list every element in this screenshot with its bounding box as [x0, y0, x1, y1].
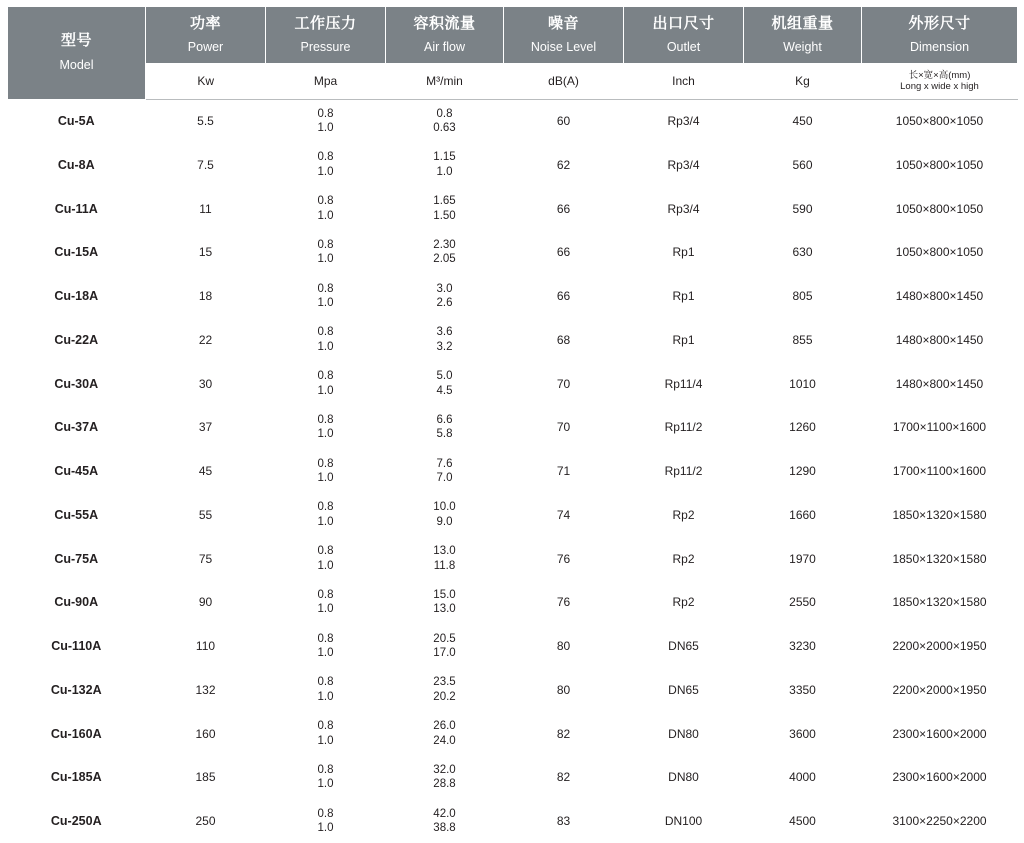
table-row: [8, 187, 1018, 231]
airflow-value: 1.0: [436, 165, 453, 178]
table-row: [8, 668, 1018, 712]
cell-weight: 1970: [744, 537, 862, 581]
airflow-value: 38.8: [433, 822, 456, 835]
airflow-value: 2.30: [433, 238, 456, 251]
pressure-value: 0.8: [317, 720, 334, 733]
pressure-value: 0.8: [317, 763, 334, 776]
cell-dimension: 1480×800×1450: [862, 318, 1018, 362]
pressure-value: 0.8: [317, 370, 334, 383]
cell-weight: 630: [744, 230, 862, 274]
cell-airflow: [386, 537, 504, 581]
cell-airflow: [386, 99, 504, 143]
table-row: [8, 362, 1018, 406]
cell-noise: 80: [504, 624, 624, 668]
cell-weight: 1260: [744, 405, 862, 449]
column-header-weight: [744, 7, 862, 64]
cell-weight: 855: [744, 318, 862, 362]
cell-airflow: [386, 712, 504, 756]
airflow-value: 20.5: [433, 632, 456, 645]
cell-pressure: [266, 668, 386, 712]
table-row: [8, 449, 1018, 493]
cell-pressure: [266, 99, 386, 143]
cell-outlet: Rp3/4: [624, 99, 744, 143]
pressure-value: 1.0: [317, 384, 334, 397]
cell-noise: 60: [504, 99, 624, 143]
unit-dimension-en: Long x wide x high: [900, 81, 979, 93]
column-header-dimension-en: Dimension: [909, 39, 970, 54]
pressure-value: 0.8: [317, 282, 334, 295]
cell-noise: 66: [504, 230, 624, 274]
cell-weight: 4000: [744, 755, 862, 799]
column-header-noise-en: Noise Level: [530, 39, 597, 54]
airflow-value: 28.8: [433, 778, 456, 791]
cell-pressure: [266, 230, 386, 274]
cell-dimension: 1480×800×1450: [862, 362, 1018, 406]
pressure-value: 1.0: [317, 165, 334, 178]
cell-weight: 3230: [744, 624, 862, 668]
cell-model: Cu-132A: [8, 668, 146, 712]
cell-weight: 1660: [744, 493, 862, 537]
cell-noise: 71: [504, 449, 624, 493]
cell-dimension: 2300×1600×2000: [862, 712, 1018, 756]
cell-dimension: 1050×800×1050: [862, 99, 1018, 143]
cell-airflow: [386, 230, 504, 274]
cell-power: 22: [146, 318, 266, 362]
cell-outlet: Rp2: [624, 580, 744, 624]
column-header-noise-cn: 噪音: [547, 15, 579, 32]
cell-model: Cu-55A: [8, 493, 146, 537]
cell-power: 37: [146, 405, 266, 449]
cell-model: Cu-30A: [8, 362, 146, 406]
airflow-value: 2.6: [436, 297, 453, 310]
cell-power: 250: [146, 799, 266, 843]
airflow-value: 0.8: [436, 107, 453, 120]
table-row: [8, 537, 1018, 581]
cell-weight: 450: [744, 99, 862, 143]
table-row: [8, 99, 1018, 143]
pressure-value: 1.0: [317, 515, 334, 528]
airflow-value: 1.50: [433, 209, 456, 222]
pressure-value: 1.0: [317, 253, 334, 266]
cell-airflow: [386, 187, 504, 231]
airflow-value: 0.63: [433, 122, 456, 135]
cell-airflow: [386, 274, 504, 318]
cell-pressure: [266, 187, 386, 231]
cell-airflow: [386, 580, 504, 624]
column-header-dimension-cn: 外形尺寸: [908, 15, 971, 32]
cell-power: 185: [146, 755, 266, 799]
column-header-model-cn: 型号: [60, 32, 92, 50]
pressure-value: 1.0: [317, 559, 334, 572]
pressure-value: 1.0: [317, 690, 334, 703]
table-row: [8, 712, 1018, 756]
airflow-value: 3.6: [436, 326, 453, 339]
pressure-value: 1.0: [317, 647, 334, 660]
table-row: [8, 230, 1018, 274]
cell-outlet: Rp1: [624, 230, 744, 274]
cell-model: Cu-185A: [8, 755, 146, 799]
cell-outlet: Rp11/2: [624, 405, 744, 449]
pressure-value: 0.8: [317, 413, 334, 426]
pressure-value: 0.8: [317, 457, 334, 470]
cell-model: Cu-5A: [8, 99, 146, 143]
pressure-value: 0.8: [317, 588, 334, 601]
cell-noise: 80: [504, 668, 624, 712]
table-row: [8, 624, 1018, 668]
cell-model: Cu-37A: [8, 405, 146, 449]
column-header-pressure-en: Pressure: [300, 39, 351, 54]
cell-power: 55: [146, 493, 266, 537]
pressure-value: 1.0: [317, 209, 334, 222]
cell-pressure: [266, 755, 386, 799]
airflow-value: 10.0: [433, 501, 456, 514]
column-header-airflow-en: Air flow: [424, 39, 465, 54]
pressure-value: 1.0: [317, 122, 334, 135]
column-header-weight-cn: 机组重量: [771, 15, 834, 32]
unit-noise: dB(A): [504, 63, 624, 99]
pressure-value: 1.0: [317, 297, 334, 310]
cell-outlet: Rp2: [624, 537, 744, 581]
cell-dimension: 1050×800×1050: [862, 230, 1018, 274]
pressure-value: 1.0: [317, 822, 334, 835]
pressure-value: 0.8: [317, 238, 334, 251]
cell-model: Cu-22A: [8, 318, 146, 362]
airflow-value: 13.0: [433, 545, 456, 558]
specification-table: [7, 6, 1018, 843]
cell-airflow: [386, 493, 504, 537]
cell-airflow: [386, 755, 504, 799]
header-row-units: [8, 63, 1018, 99]
airflow-value: 6.6: [436, 413, 453, 426]
cell-power: 75: [146, 537, 266, 581]
pressure-value: 1.0: [317, 472, 334, 485]
column-header-pressure-cn: 工作压力: [294, 15, 357, 32]
cell-dimension: 1700×1100×1600: [862, 405, 1018, 449]
cell-power: 110: [146, 624, 266, 668]
airflow-value: 17.0: [433, 647, 456, 660]
cell-weight: 560: [744, 143, 862, 187]
cell-model: Cu-18A: [8, 274, 146, 318]
cell-noise: 68: [504, 318, 624, 362]
cell-weight: 3600: [744, 712, 862, 756]
cell-dimension: 1700×1100×1600: [862, 449, 1018, 493]
cell-model: Cu-75A: [8, 537, 146, 581]
airflow-value: 23.5: [433, 676, 456, 689]
airflow-value: 32.0: [433, 763, 456, 776]
cell-pressure: [266, 405, 386, 449]
cell-power: 30: [146, 362, 266, 406]
cell-dimension: 1850×1320×1580: [862, 493, 1018, 537]
cell-dimension: 1050×800×1050: [862, 187, 1018, 231]
cell-power: 15: [146, 230, 266, 274]
unit-dimension: [862, 63, 1018, 99]
unit-airflow: M³/min: [386, 63, 504, 99]
cell-noise: 70: [504, 405, 624, 449]
cell-model: Cu-8A: [8, 143, 146, 187]
airflow-value: 15.0: [433, 588, 456, 601]
cell-airflow: [386, 668, 504, 712]
cell-power: 11: [146, 187, 266, 231]
cell-model: Cu-15A: [8, 230, 146, 274]
cell-outlet: DN80: [624, 712, 744, 756]
cell-model: Cu-11A: [8, 187, 146, 231]
table-row: [8, 580, 1018, 624]
cell-dimension: 1480×800×1450: [862, 274, 1018, 318]
cell-noise: 82: [504, 712, 624, 756]
table-row: [8, 493, 1018, 537]
unit-outlet: Inch: [624, 63, 744, 99]
cell-outlet: DN80: [624, 755, 744, 799]
cell-noise: 74: [504, 493, 624, 537]
airflow-value: 7.0: [436, 472, 453, 485]
column-header-power: [146, 7, 266, 64]
cell-outlet: Rp11/4: [624, 362, 744, 406]
column-header-outlet-cn: 出口尺寸: [652, 15, 715, 32]
column-header-noise: [504, 7, 624, 64]
unit-power: Kw: [146, 63, 266, 99]
column-header-dimension: [862, 7, 1018, 64]
cell-noise: 70: [504, 362, 624, 406]
cell-outlet: Rp11/2: [624, 449, 744, 493]
cell-weight: 1290: [744, 449, 862, 493]
table-row: [8, 318, 1018, 362]
cell-weight: 3350: [744, 668, 862, 712]
cell-pressure: [266, 274, 386, 318]
pressure-value: 0.8: [317, 676, 334, 689]
cell-outlet: Rp3/4: [624, 187, 744, 231]
cell-weight: 805: [744, 274, 862, 318]
cell-dimension: 1850×1320×1580: [862, 580, 1018, 624]
cell-weight: 1010: [744, 362, 862, 406]
airflow-value: 1.15: [433, 151, 456, 164]
cell-noise: 62: [504, 143, 624, 187]
cell-pressure: [266, 537, 386, 581]
cell-airflow: [386, 624, 504, 668]
cell-outlet: Rp1: [624, 318, 744, 362]
cell-pressure: [266, 799, 386, 843]
cell-model: Cu-160A: [8, 712, 146, 756]
cell-noise: 83: [504, 799, 624, 843]
airflow-value: 11.8: [433, 559, 456, 572]
cell-dimension: 2200×2000×1950: [862, 668, 1018, 712]
pressure-value: 1.0: [317, 778, 334, 791]
column-header-outlet-en: Outlet: [666, 39, 701, 54]
column-header-power-en: Power: [187, 39, 224, 54]
cell-outlet: Rp3/4: [624, 143, 744, 187]
cell-dimension: 2200×2000×1950: [862, 624, 1018, 668]
airflow-value: 1.65: [433, 195, 456, 208]
column-header-airflow-cn: 容积流量: [413, 15, 476, 32]
airflow-value: 3.0: [436, 282, 453, 295]
column-header-model: [8, 7, 146, 100]
table-row: [8, 143, 1018, 187]
unit-weight: Kg: [744, 63, 862, 99]
cell-power: 5.5: [146, 99, 266, 143]
cell-noise: 76: [504, 537, 624, 581]
pressure-value: 0.8: [317, 195, 334, 208]
pressure-value: 1.0: [317, 603, 334, 616]
table-row: [8, 799, 1018, 843]
header-row-titles: [8, 7, 1018, 64]
airflow-value: 13.0: [433, 603, 456, 616]
airflow-value: 5.0: [436, 370, 453, 383]
pressure-value: 0.8: [317, 632, 334, 645]
airflow-value: 7.6: [436, 457, 453, 470]
cell-model: Cu-90A: [8, 580, 146, 624]
cell-weight: 4500: [744, 799, 862, 843]
column-header-model-en: Model: [59, 58, 94, 73]
cell-power: 45: [146, 449, 266, 493]
cell-outlet: Rp1: [624, 274, 744, 318]
cell-pressure: [266, 712, 386, 756]
airflow-value: 20.2: [433, 690, 456, 703]
pressure-value: 0.8: [317, 107, 334, 120]
cell-airflow: [386, 362, 504, 406]
column-header-airflow: [386, 7, 504, 64]
cell-model: Cu-110A: [8, 624, 146, 668]
cell-noise: 82: [504, 755, 624, 799]
cell-power: 7.5: [146, 143, 266, 187]
pressure-value: 0.8: [317, 545, 334, 558]
column-header-power-cn: 功率: [189, 15, 221, 32]
airflow-value: 24.0: [433, 734, 456, 747]
airflow-value: 3.2: [436, 340, 453, 353]
column-header-weight-en: Weight: [783, 39, 822, 54]
cell-airflow: [386, 318, 504, 362]
airflow-value: 2.05: [433, 253, 456, 266]
cell-weight: 590: [744, 187, 862, 231]
cell-airflow: [386, 143, 504, 187]
cell-model: Cu-250A: [8, 799, 146, 843]
pressure-value: 1.0: [317, 734, 334, 747]
cell-power: 160: [146, 712, 266, 756]
column-header-outlet: [624, 7, 744, 64]
unit-pressure: Mpa: [266, 63, 386, 99]
unit-dimension-cn: 长×宽×高(mm): [908, 69, 971, 81]
airflow-value: 42.0: [433, 807, 456, 820]
cell-power: 90: [146, 580, 266, 624]
cell-dimension: 3100×2250×2200: [862, 799, 1018, 843]
cell-outlet: DN100: [624, 799, 744, 843]
cell-outlet: DN65: [624, 668, 744, 712]
cell-outlet: Rp2: [624, 493, 744, 537]
cell-noise: 76: [504, 580, 624, 624]
pressure-value: 1.0: [317, 428, 334, 441]
cell-dimension: 1050×800×1050: [862, 143, 1018, 187]
pressure-value: 0.8: [317, 807, 334, 820]
column-header-pressure: [266, 7, 386, 64]
table-row: [8, 405, 1018, 449]
cell-airflow: [386, 449, 504, 493]
cell-outlet: DN65: [624, 624, 744, 668]
airflow-value: 9.0: [436, 515, 453, 528]
pressure-value: 1.0: [317, 340, 334, 353]
cell-pressure: [266, 624, 386, 668]
table-header: [8, 7, 1018, 100]
cell-pressure: [266, 143, 386, 187]
cell-weight: 2550: [744, 580, 862, 624]
cell-noise: 66: [504, 274, 624, 318]
cell-pressure: [266, 493, 386, 537]
cell-power: 18: [146, 274, 266, 318]
pressure-value: 0.8: [317, 501, 334, 514]
airflow-value: 5.8: [436, 428, 453, 441]
cell-dimension: 2300×1600×2000: [862, 755, 1018, 799]
cell-pressure: [266, 362, 386, 406]
cell-pressure: [266, 449, 386, 493]
cell-noise: 66: [504, 187, 624, 231]
cell-pressure: [266, 580, 386, 624]
table-row: [8, 274, 1018, 318]
table-row: [8, 755, 1018, 799]
airflow-value: 4.5: [436, 384, 453, 397]
airflow-value: 26.0: [433, 720, 456, 733]
table-body: [8, 99, 1018, 843]
cell-airflow: [386, 405, 504, 449]
cell-dimension: 1850×1320×1580: [862, 537, 1018, 581]
pressure-value: 0.8: [317, 151, 334, 164]
cell-model: Cu-45A: [8, 449, 146, 493]
pressure-value: 0.8: [317, 326, 334, 339]
cell-power: 132: [146, 668, 266, 712]
cell-pressure: [266, 318, 386, 362]
cell-airflow: [386, 799, 504, 843]
